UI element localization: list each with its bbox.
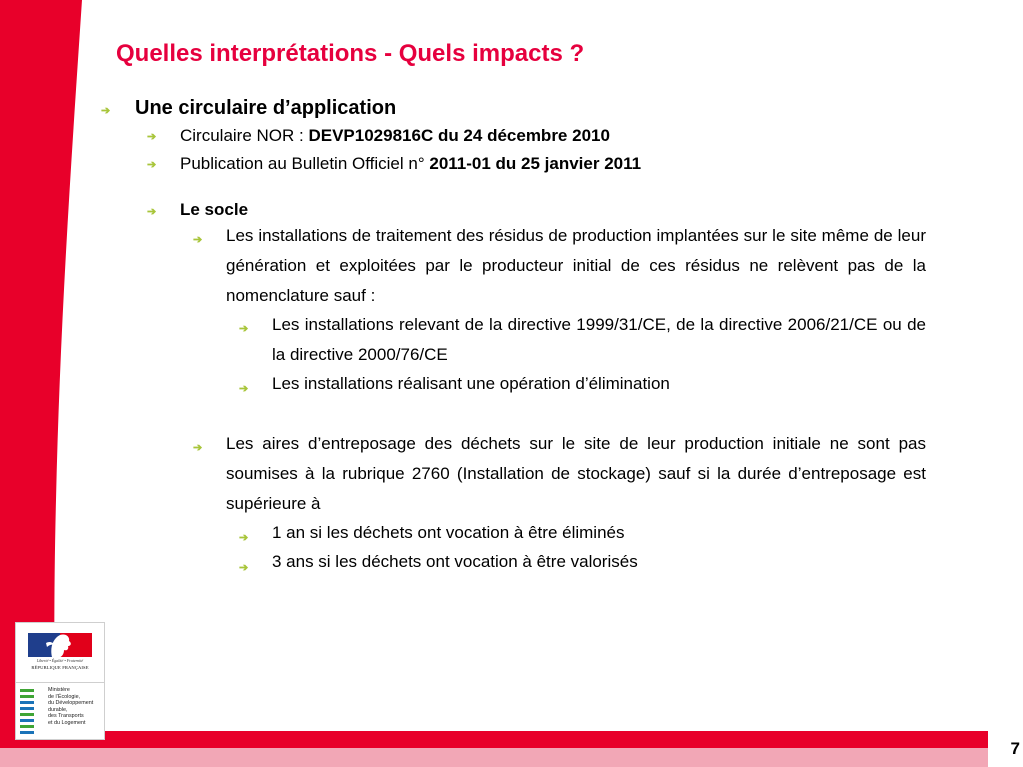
arrow-right-icon: ➔ (147, 206, 157, 218)
page-number: 7 (988, 731, 1023, 767)
arrow-right-icon: ➔ (147, 159, 157, 171)
socle-subitem-directives: Les installations relevant de la directive 1999/31/CE, de la directive 2006/21/CE ou de la directive 2000/76/CE (272, 315, 926, 364)
socle-paragraph-2: Les aires d’entreposage des déchets sur le site de leur production initiale ne sont pas soumises à la rubrique 2760 (Installation de stockage) sauf si la durée d’entreposage est supérieure à (226, 434, 926, 513)
arrow-right-icon: ➔ (239, 562, 249, 574)
ministry-logo (15, 622, 105, 740)
arrow-right-icon: ➔ (193, 234, 203, 246)
socle-subitem-1an: 1 an si les déchets ont vocation à être éliminés (272, 523, 625, 542)
ministry-name: Ministère de l’Écologie, du Développement durable, des Transports et du Logement (48, 687, 94, 726)
logo-republic: RÉPUBLIQUE FRANÇAISE (31, 665, 89, 670)
socle-paragraph-1: Les installations de traitement des résidus de production implantées sur le site même de leur génération et exploitées par le producteur initial de ces résidus ne relèvent pas de la nomenclature sauf : (226, 226, 926, 305)
arrow-right-icon: ➔ (101, 105, 111, 117)
arrow-right-icon: ➔ (147, 131, 157, 143)
logo-divider (16, 682, 104, 683)
footer-red-bar (0, 731, 1023, 748)
republic-logo (16, 623, 104, 681)
section-heading: Une circulaire d’application (135, 97, 397, 119)
arrow-right-icon: ➔ (193, 442, 203, 454)
stripe-icon (20, 689, 34, 735)
slide-title: Quelles interprétations - Quels impacts ? (116, 40, 585, 67)
socle-subitem-3ans: 3 ans si les déchets ont vocation à être valorisés (272, 552, 638, 571)
circulaire-nor: Circulaire NOR : DEVP1029816C du 24 décembre 2010 (180, 126, 610, 145)
socle-subitem-elimination: Les installations réalisant une opération d’élimination (272, 374, 670, 393)
arrow-right-icon: ➔ (239, 323, 249, 335)
marianne-icon (42, 631, 78, 659)
arrow-right-icon: ➔ (239, 532, 249, 544)
socle-heading: Le socle (180, 200, 249, 219)
logo-motto: Liberté • Égalité • Fraternité (36, 658, 84, 663)
bulletin-officiel: Publication au Bulletin Officiel n° 2011-01 du 25 janvier 2011 (180, 154, 642, 173)
footer-pink-bar (0, 748, 1023, 767)
arrow-right-icon: ➔ (239, 383, 249, 395)
